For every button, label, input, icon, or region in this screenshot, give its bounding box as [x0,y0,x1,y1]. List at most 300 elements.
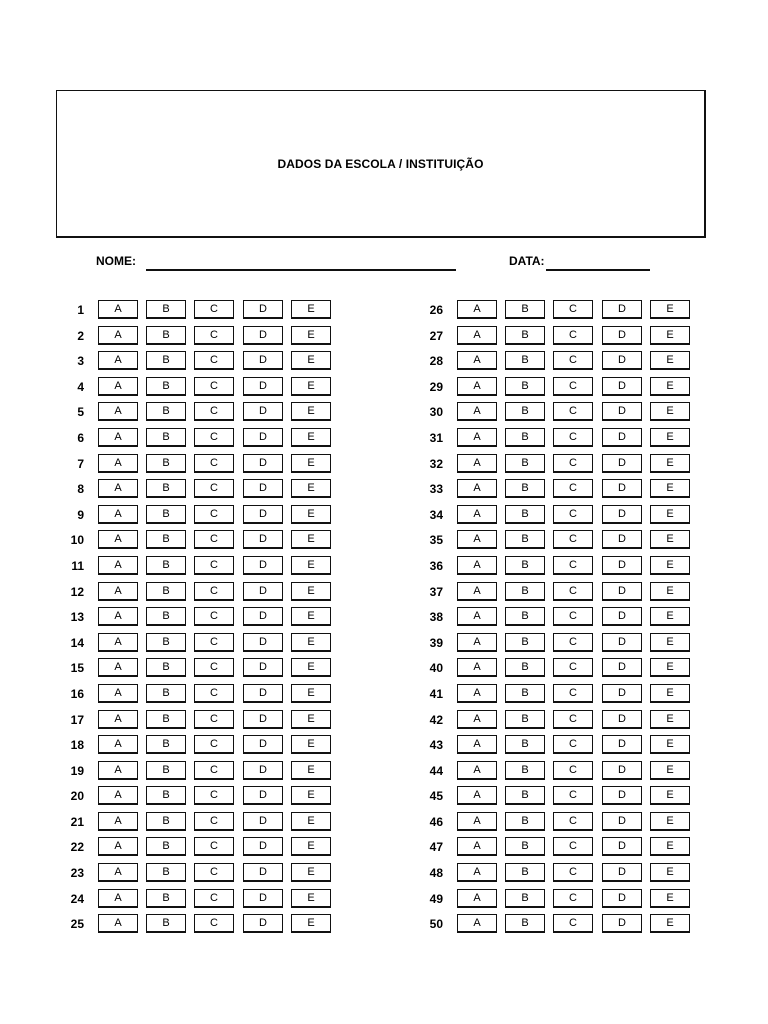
option-d-box[interactable]: D [243,658,283,677]
option-a-box[interactable]: A [98,658,138,677]
option-d-box[interactable]: D [243,530,283,549]
option-d-box[interactable]: D [243,710,283,729]
option-d-box[interactable]: D [243,351,283,370]
option-c-box[interactable]: C [553,812,593,831]
option-a-box[interactable]: A [457,837,497,856]
question-number: 12 [70,584,84,599]
question-number: 14 [70,635,84,650]
option-b-box[interactable]: B [505,582,545,601]
option-d-box[interactable]: D [602,889,642,908]
option-c-box[interactable]: C [553,658,593,677]
option-d-box[interactable]: D [602,658,642,677]
option-e-box[interactable]: E [291,710,331,729]
question-number: 31 [429,430,443,445]
option-d-box[interactable]: D [602,761,642,780]
option-b-box[interactable]: B [505,530,545,549]
option-d-box[interactable]: D [602,505,642,524]
option-e-box[interactable]: E [650,505,690,524]
option-c-box[interactable]: C [194,351,234,370]
option-c-box[interactable]: C [194,863,234,882]
option-d-box[interactable]: D [602,582,642,601]
question-number: 10 [70,533,84,548]
option-d-box[interactable]: D [243,761,283,780]
option-e-box[interactable]: E [291,914,331,933]
option-e-box[interactable]: E [291,761,331,780]
option-e-box[interactable]: E [650,351,690,370]
option-b-box[interactable]: B [146,914,186,933]
option-e-box[interactable]: E [291,684,331,703]
question-number: 11 [71,558,84,573]
option-a-box[interactable]: A [98,454,138,473]
option-e-box[interactable]: E [291,351,331,370]
option-b-box[interactable]: B [505,377,545,396]
option-b-box[interactable]: B [505,505,545,524]
name-line[interactable] [146,269,456,271]
option-b-box[interactable]: B [505,556,545,575]
question-number: 19 [70,763,84,778]
option-d-box[interactable]: D [602,556,642,575]
option-b-box[interactable]: B [146,300,186,319]
option-c-box[interactable]: C [553,914,593,933]
option-e-box[interactable]: E [650,863,690,882]
option-e-box[interactable]: E [291,326,331,345]
option-b-box[interactable]: B [146,710,186,729]
option-b-box[interactable]: B [146,505,186,524]
option-b-box[interactable]: B [505,786,545,805]
option-a-box[interactable]: A [98,530,138,549]
option-e-box[interactable]: E [650,582,690,601]
option-b-box[interactable]: B [146,326,186,345]
option-d-box[interactable]: D [243,556,283,575]
option-a-box[interactable]: A [457,658,497,677]
option-b-box[interactable]: B [505,607,545,626]
option-a-box[interactable]: A [98,837,138,856]
question-number: 29 [429,379,443,394]
question-number: 16 [70,686,84,701]
option-b-box[interactable]: B [505,633,545,652]
option-d-box[interactable]: D [602,402,642,421]
option-c-box[interactable]: C [194,300,234,319]
option-c-box[interactable]: C [194,914,234,933]
question-number: 27 [429,328,443,343]
option-d-box[interactable]: D [243,479,283,498]
option-a-box[interactable]: A [457,582,497,601]
option-b-box[interactable]: B [146,428,186,447]
option-b-box[interactable]: B [146,556,186,575]
option-a-box[interactable]: A [98,684,138,703]
option-b-box[interactable]: B [146,351,186,370]
option-a-box[interactable]: A [98,761,138,780]
option-e-box[interactable]: E [291,786,331,805]
option-d-box[interactable]: D [243,837,283,856]
option-e-box[interactable]: E [650,454,690,473]
option-d-box[interactable]: D [602,300,642,319]
question-number: 44 [429,763,443,778]
option-a-box[interactable]: A [98,633,138,652]
option-e-box[interactable]: E [650,812,690,831]
option-a-box[interactable]: A [457,889,497,908]
option-d-box[interactable]: D [602,377,642,396]
option-b-box[interactable]: B [146,402,186,421]
question-number: 43 [429,738,443,753]
option-c-box[interactable]: C [194,633,234,652]
option-c-box[interactable]: C [553,684,593,703]
option-e-box[interactable]: E [650,377,690,396]
option-c-box[interactable]: C [553,710,593,729]
option-b-box[interactable]: B [146,761,186,780]
option-d-box[interactable]: D [602,735,642,754]
option-e-box[interactable]: E [291,530,331,549]
question-number: 15 [70,661,84,676]
option-b-box[interactable]: B [505,710,545,729]
question-number: 45 [429,789,443,804]
option-a-box[interactable]: A [457,505,497,524]
option-c-box[interactable]: C [553,761,593,780]
option-c-box[interactable]: C [553,607,593,626]
question-number: 33 [429,482,443,497]
option-c-box[interactable]: C [553,530,593,549]
option-e-box[interactable]: E [650,633,690,652]
question-number: 41 [429,686,443,701]
option-e-box[interactable]: E [291,607,331,626]
option-e-box[interactable]: E [291,428,331,447]
option-b-box[interactable]: B [505,684,545,703]
question-number: 49 [429,891,443,906]
option-d-box[interactable]: D [602,786,642,805]
option-b-box[interactable]: B [146,735,186,754]
option-c-box[interactable]: C [194,786,234,805]
option-d-box[interactable]: D [602,863,642,882]
option-c-box[interactable]: C [194,658,234,677]
option-e-box[interactable]: E [650,300,690,319]
option-a-box[interactable]: A [457,735,497,754]
option-a-box[interactable]: A [98,428,138,447]
option-d-box[interactable]: D [243,326,283,345]
option-a-box[interactable]: A [98,377,138,396]
option-a-box[interactable]: A [457,812,497,831]
option-a-box[interactable]: A [98,607,138,626]
option-a-box[interactable]: A [457,761,497,780]
option-a-box[interactable]: A [98,786,138,805]
question-number: 48 [429,866,443,881]
option-a-box[interactable]: A [457,377,497,396]
option-a-box[interactable]: A [457,556,497,575]
option-a-box[interactable]: A [457,300,497,319]
option-d-box[interactable]: D [243,582,283,601]
option-e-box[interactable]: E [291,889,331,908]
option-e-box[interactable]: E [291,658,331,677]
option-d-box[interactable]: D [243,914,283,933]
option-e-box[interactable]: E [650,837,690,856]
option-e-box[interactable]: E [650,479,690,498]
option-b-box[interactable]: B [146,479,186,498]
option-e-box[interactable]: E [650,684,690,703]
option-c-box[interactable]: C [553,582,593,601]
question-number: 35 [429,533,443,548]
option-b-box[interactable]: B [505,402,545,421]
option-e-box[interactable]: E [291,505,331,524]
option-c-box[interactable]: C [553,735,593,754]
option-b-box[interactable]: B [505,837,545,856]
option-c-box[interactable]: C [194,735,234,754]
option-e-box[interactable]: E [291,556,331,575]
option-d-box[interactable]: D [602,710,642,729]
option-d-box[interactable]: D [243,812,283,831]
question-number: 20 [70,789,84,804]
option-a-box[interactable]: A [98,914,138,933]
option-a-box[interactable]: A [98,556,138,575]
option-d-box[interactable]: D [243,633,283,652]
option-b-box[interactable]: B [146,377,186,396]
option-c-box[interactable]: C [553,889,593,908]
option-d-box[interactable]: D [243,863,283,882]
option-e-box[interactable]: E [650,735,690,754]
option-b-box[interactable]: B [505,863,545,882]
option-e-box[interactable]: E [291,837,331,856]
option-b-box[interactable]: B [146,658,186,677]
option-c-box[interactable]: C [194,837,234,856]
question-number: 4 [77,379,84,394]
option-c-box[interactable]: C [194,454,234,473]
option-a-box[interactable]: A [457,479,497,498]
option-a-box[interactable]: A [98,582,138,601]
option-a-box[interactable]: A [457,428,497,447]
option-c-box[interactable]: C [553,786,593,805]
option-a-box[interactable]: A [98,812,138,831]
question-number: 28 [429,354,443,369]
question-number: 42 [429,712,443,727]
option-b-box[interactable]: B [146,684,186,703]
option-b-box[interactable]: B [146,863,186,882]
option-e-box[interactable]: E [291,454,331,473]
option-b-box[interactable]: B [505,479,545,498]
option-b-box[interactable]: B [146,889,186,908]
option-b-box[interactable]: B [505,300,545,319]
question-number: 36 [429,558,443,573]
date-line[interactable] [546,269,650,271]
option-b-box[interactable]: B [146,607,186,626]
option-a-box[interactable]: A [98,402,138,421]
option-d-box[interactable]: D [243,786,283,805]
option-b-box[interactable]: B [146,786,186,805]
question-number: 18 [70,738,84,753]
question-number: 40 [429,661,443,676]
option-e-box[interactable]: E [291,582,331,601]
option-c-box[interactable]: C [194,582,234,601]
option-c-box[interactable]: C [553,326,593,345]
option-a-box[interactable]: A [98,863,138,882]
option-b-box[interactable]: B [505,454,545,473]
option-d-box[interactable]: D [602,530,642,549]
option-b-box[interactable]: B [146,633,186,652]
option-c-box[interactable]: C [194,479,234,498]
option-e-box[interactable]: E [291,812,331,831]
option-a-box[interactable]: A [98,351,138,370]
option-a-box[interactable]: A [457,326,497,345]
option-c-box[interactable]: C [553,454,593,473]
question-number: 30 [429,405,443,420]
question-number: 24 [70,891,84,906]
option-c-box[interactable]: C [194,761,234,780]
option-c-box[interactable]: C [194,710,234,729]
option-e-box[interactable]: E [650,402,690,421]
option-a-box[interactable]: A [457,914,497,933]
option-a-box[interactable]: A [98,326,138,345]
option-c-box[interactable]: C [553,863,593,882]
option-e-box[interactable]: E [291,402,331,421]
option-b-box[interactable]: B [146,812,186,831]
option-e-box[interactable]: E [650,710,690,729]
question-number: 13 [70,610,84,625]
option-c-box[interactable]: C [194,428,234,447]
option-a-box[interactable]: A [98,479,138,498]
option-e-box[interactable]: E [291,377,331,396]
option-c-box[interactable]: C [553,505,593,524]
question-number: 47 [429,840,443,855]
option-c-box[interactable]: C [194,530,234,549]
option-a-box[interactable]: A [457,786,497,805]
option-c-box[interactable]: C [194,326,234,345]
option-c-box[interactable]: C [194,812,234,831]
option-d-box[interactable]: D [243,607,283,626]
question-number: 9 [77,507,84,522]
option-c-box[interactable]: C [194,684,234,703]
question-number: 3 [77,354,84,369]
option-d-box[interactable]: D [602,684,642,703]
question-number: 1 [77,303,84,317]
option-c-box[interactable]: C [553,556,593,575]
option-c-box[interactable]: C [553,351,593,370]
option-e-box[interactable]: E [650,556,690,575]
school-data-title: DADOS DA ESCOLA / INSTITUIÇÃO [277,157,484,171]
option-b-box[interactable]: B [505,326,545,345]
option-d-box[interactable]: D [243,300,283,319]
option-c-box[interactable]: C [194,607,234,626]
option-e-box[interactable]: E [650,607,690,626]
option-a-box[interactable]: A [457,863,497,882]
option-d-box[interactable]: D [602,454,642,473]
question-number: 21 [70,814,84,829]
question-number: 50 [429,917,443,932]
option-d-box[interactable]: D [602,428,642,447]
option-b-box[interactable]: B [146,837,186,856]
option-a-box[interactable]: A [457,607,497,626]
question-number: 22 [70,840,84,855]
option-e-box[interactable]: E [650,786,690,805]
question-number: 17 [70,712,84,727]
option-e-box[interactable]: E [291,479,331,498]
option-d-box[interactable]: D [243,684,283,703]
option-c-box[interactable]: C [194,402,234,421]
option-e-box[interactable]: E [650,889,690,908]
option-e-box[interactable]: E [291,863,331,882]
option-d-box[interactable]: D [243,377,283,396]
option-a-box[interactable]: A [98,300,138,319]
option-b-box[interactable]: B [505,761,545,780]
option-a-box[interactable]: A [98,735,138,754]
option-c-box[interactable]: C [553,633,593,652]
option-b-box[interactable]: B [505,914,545,933]
date-label: DATA: [509,254,545,268]
option-c-box[interactable]: C [194,889,234,908]
question-number: 39 [429,635,443,650]
option-d-box[interactable]: D [602,812,642,831]
question-number: 46 [429,814,443,829]
option-b-box[interactable]: B [505,812,545,831]
option-d-box[interactable]: D [602,607,642,626]
option-e-box[interactable]: E [650,658,690,677]
option-c-box[interactable]: C [194,505,234,524]
option-d-box[interactable]: D [243,735,283,754]
option-e-box[interactable]: E [650,914,690,933]
option-b-box[interactable]: B [505,428,545,447]
option-e-box[interactable]: E [291,300,331,319]
question-number: 5 [77,405,84,420]
option-b-box[interactable]: B [505,658,545,677]
option-d-box[interactable]: D [243,889,283,908]
option-c-box[interactable]: C [553,428,593,447]
option-e-box[interactable]: E [650,428,690,447]
option-d-box[interactable]: D [602,351,642,370]
option-d-box[interactable]: D [602,633,642,652]
option-a-box[interactable]: A [98,889,138,908]
option-b-box[interactable]: B [146,454,186,473]
option-b-box[interactable]: B [505,889,545,908]
option-d-box[interactable]: D [602,479,642,498]
question-number: 23 [70,866,84,881]
option-c-box[interactable]: C [194,377,234,396]
option-b-box[interactable]: B [146,582,186,601]
option-e-box[interactable]: E [650,326,690,345]
option-c-box[interactable]: C [553,479,593,498]
option-d-box[interactable]: D [243,454,283,473]
option-a-box[interactable]: A [98,505,138,524]
option-c-box[interactable]: C [553,377,593,396]
option-c-box[interactable]: C [194,556,234,575]
option-a-box[interactable]: A [457,454,497,473]
question-number: 34 [429,507,443,522]
option-b-box[interactable]: B [505,735,545,754]
option-e-box[interactable]: E [291,633,331,652]
option-a-box[interactable]: A [457,530,497,549]
school-data-box [56,90,706,238]
option-c-box[interactable]: C [553,300,593,319]
option-b-box[interactable]: B [146,530,186,549]
name-label: NOME: [96,254,136,268]
option-e-box[interactable]: E [291,735,331,754]
question-number: 38 [429,610,443,625]
option-a-box[interactable]: A [98,710,138,729]
option-a-box[interactable]: A [457,633,497,652]
option-c-box[interactable]: C [553,837,593,856]
option-e-box[interactable]: E [650,530,690,549]
option-a-box[interactable]: A [457,351,497,370]
option-b-box[interactable]: B [505,351,545,370]
option-d-box[interactable]: D [602,837,642,856]
option-d-box[interactable]: D [243,505,283,524]
option-d-box[interactable]: D [243,428,283,447]
option-d-box[interactable]: D [243,402,283,421]
option-a-box[interactable]: A [457,402,497,421]
option-a-box[interactable]: A [457,684,497,703]
question-number: 8 [77,482,84,497]
option-c-box[interactable]: C [553,402,593,421]
option-d-box[interactable]: D [602,326,642,345]
option-d-box[interactable]: D [602,914,642,933]
question-number: 7 [77,456,84,471]
option-e-box[interactable]: E [650,761,690,780]
option-a-box[interactable]: A [457,710,497,729]
